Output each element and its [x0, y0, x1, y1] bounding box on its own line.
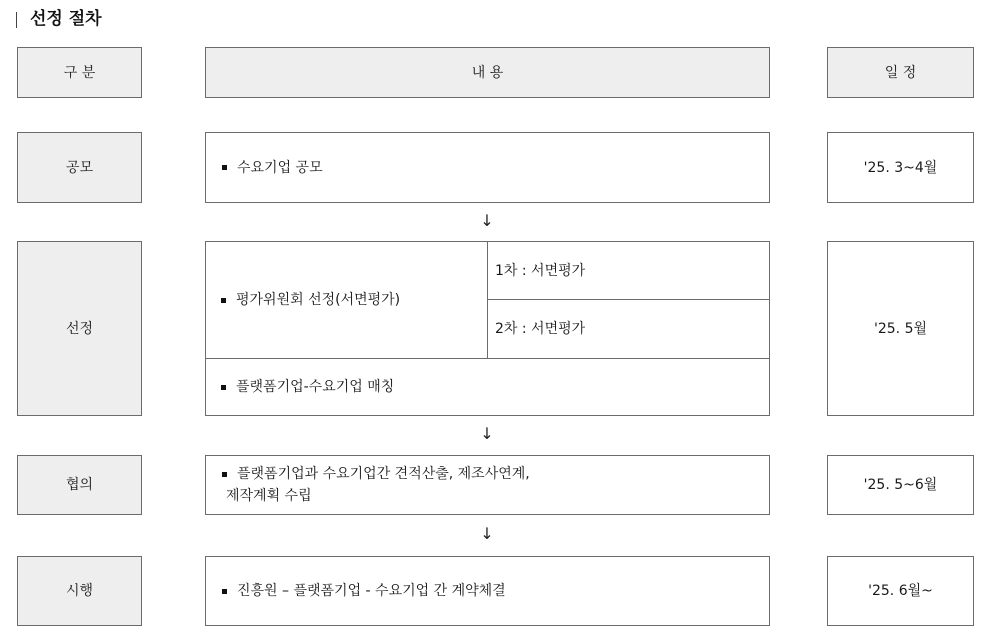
step-seonjeong-schedule: '25. 5월	[827, 241, 974, 416]
step-sihaeng-schedule: '25. 6월~	[827, 556, 974, 626]
step-seonjeong-matching	[221, 359, 761, 415]
header-schedule: 일 정	[827, 47, 974, 98]
header-category: 구 분	[17, 47, 142, 98]
page-title: 선정 절차	[30, 9, 102, 29]
step-hyeobui-category: 협의	[17, 455, 142, 515]
step-hyeobui-schedule: '25. 5~6월	[827, 455, 974, 515]
bullet-icon	[222, 472, 227, 477]
down-arrow-icon: ↓	[480, 211, 494, 230]
down-arrow-icon: ↓	[480, 424, 494, 443]
step-seonjeong-main	[221, 242, 486, 358]
bullet-icon	[222, 165, 227, 170]
step-sihaeng-category: 시행	[17, 556, 142, 626]
step-seonjeong-category: 선정	[17, 241, 142, 416]
step-seonjeong-main-text: 평가위원회 선정(서면평가)	[236, 292, 401, 308]
step-seonjeong-round1: 1차 : 서면평가	[495, 262, 586, 279]
title-marker	[16, 12, 17, 28]
step-gongmo-schedule: '25. 3~4월	[827, 132, 974, 203]
bullet-icon	[222, 589, 227, 594]
step-hyeobui-line1	[222, 465, 769, 483]
header-content: 내 용	[205, 47, 770, 98]
bullet-icon	[221, 298, 226, 303]
step-gongmo-text: 수요기업 공모	[237, 159, 323, 176]
step-hyeobui-line2	[222, 487, 769, 505]
step-hyeobui-content	[205, 455, 770, 515]
step-gongmo-category: 공모	[17, 132, 142, 203]
step-hyeobui-text-line1: 플랫폼기업과 수요기업간 견적산출, 제조사연계,	[237, 466, 530, 482]
step-seonjeong-matching-text: 플랫폼기업-수요기업 매칭	[236, 379, 395, 395]
bullet-icon	[221, 385, 226, 390]
step-sihaeng-content	[205, 556, 770, 626]
step-seonjeong-round2: 2차 : 서면평가	[495, 321, 586, 337]
step-hyeobui-text-line2: 제작계획 수립	[226, 488, 312, 504]
step-gongmo-content	[205, 132, 770, 203]
down-arrow-icon: ↓	[480, 524, 494, 543]
step-sihaeng-text: 진흥원 – 플랫폼기업 - 수요기업 간 계약체결	[237, 583, 506, 599]
